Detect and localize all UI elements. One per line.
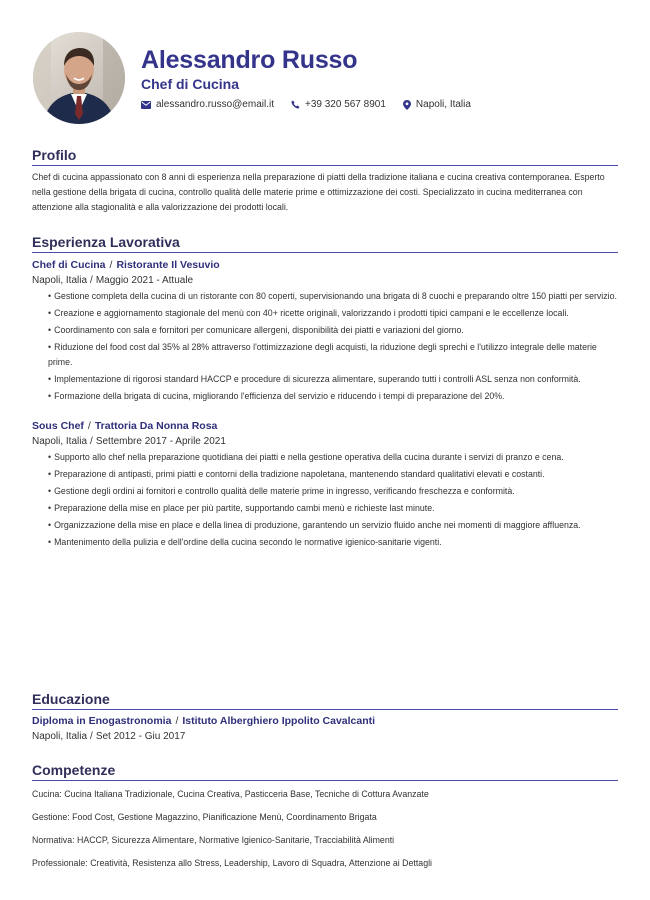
experience-section xyxy=(32,234,618,552)
contact-location xyxy=(403,99,471,110)
contact-phone[interactable] xyxy=(291,99,386,110)
person-photo-icon xyxy=(33,32,125,124)
skill-line: Cucina: Cucina Italiana Tradizionale, Cucina Creativa, Pasticceria Base, Tecniche di Cottura Avanzate xyxy=(32,789,429,799)
job-bullet: • Gestione degli ordini ai fornitori e controllo qualità delle materie prime in ingresso, verificando freschezza e conformità. xyxy=(48,486,515,496)
job-bullet: • Preparazione della mise en place per più partite, supportando cambi menù e richieste last minute. xyxy=(48,503,435,513)
job-heading: Sous Chef / Trattoria Da Nonna Rosa xyxy=(32,420,218,432)
job-bullet: • Formazione della brigata di cucina, migliorando l'efficienza del servizio e riducendo i tempi di preparazione del 20%. xyxy=(48,391,505,401)
profile-heading: Profilo xyxy=(32,147,618,166)
education-dates: Set 2012 - Giu 2017 xyxy=(95,731,186,742)
job-company: Ristorante Il Vesuvio xyxy=(116,259,220,271)
resume-header xyxy=(33,30,623,126)
skills-heading: Competenze xyxy=(32,762,618,781)
job-location: Napoli, Italia xyxy=(32,436,88,447)
education-section xyxy=(32,691,618,744)
education-meta: Napoli, Italia / Set 2012 - Giu 2017 xyxy=(32,731,186,742)
skill-line: Gestione: Food Cost, Gestione Magazzino, Pianificazione Menù, Coordinamento Brigata xyxy=(32,812,377,822)
job-meta: Napoli, Italia / Maggio 2021 - Attuale xyxy=(32,275,194,286)
job-dates: Settembre 2017 - Aprile 2021 xyxy=(95,436,226,447)
education-heading: Educazione xyxy=(32,691,618,710)
job-meta: Napoli, Italia / Settembre 2017 - Aprile 2021 xyxy=(32,436,226,447)
job-bullets xyxy=(32,289,618,404)
job-bullets xyxy=(32,450,618,550)
person-name: Alessandro Russo xyxy=(141,46,358,74)
contact-row xyxy=(141,99,488,110)
email-text: alessandro.russo@email.it xyxy=(156,99,274,110)
job-heading: Chef di Cucina / Ristorante Il Vesuvio xyxy=(32,259,220,271)
job-company: Trattoria Da Nonna Rosa xyxy=(94,420,218,432)
job-bullet: • Organizzazione della mise en place e della linea di produzione, garantendo un servizio fluido anche nei momenti di maggiore affluenza. xyxy=(48,520,581,530)
mail-icon xyxy=(141,101,151,109)
person-title: Chef di Cucina xyxy=(141,76,240,92)
job-dates: Maggio 2021 - Attuale xyxy=(95,275,194,286)
education-location: Napoli, Italia xyxy=(32,731,88,742)
job-bullet: • Riduzione del food cost dal 35% al 28% attraverso l'ottimizzazione degli acquisti, la riduzione degli sprechi e l'utilizzo integrale delle materie prime. xyxy=(48,342,597,367)
experience-heading: Esperienza Lavorativa xyxy=(32,234,618,253)
job-role: Chef di Cucina xyxy=(32,259,106,271)
phone-icon xyxy=(291,100,300,109)
contact-email[interactable] xyxy=(141,99,274,110)
job-bullet: • Preparazione di antipasti, primi piatti e contorni della tradizione napoletana, mantenendo standard qualitativi elevati e costanti. xyxy=(48,469,545,479)
job-bullet: • Coordinamento con sala e fornitori per comunicare allergeni, disponibilità dei piatti e variazioni del giorno. xyxy=(48,325,464,335)
job-bullet: • Mantenimento della pulizia e dell'ordine della cucina secondo le normative igienico-sanitarie vigenti. xyxy=(48,537,442,547)
job-bullet: • Implementazione di rigorosi standard HACCP e procedure di sicurezza alimentare, superando tutti i controlli ASL senza non conformità. xyxy=(48,374,581,384)
job-bullet: • Gestione completa della cucina di un ristorante con 80 coperti, supervisionando una brigata di 8 cuochi e preparando oltre 150 piatti per servizio. xyxy=(48,291,617,301)
job-entry xyxy=(32,419,618,550)
job-role: Sous Chef xyxy=(32,420,84,432)
skill-line: Professionale: Creatività, Resistenza allo Stress, Leadership, Lavoro di Squadra, Attenzione ai Dettagli xyxy=(32,858,432,868)
job-bullet: • Supporto allo chef nella preparazione quotidiana dei piatti e nella gestione operativa della cucina durante i servizi di pranzo e cena. xyxy=(48,452,564,462)
profile-text: Chef di cucina appassionato con 8 anni di esperienza nella preparazione di piatti della tradizione italiana e cucina creativa contemporanea. Esperto nella gestione della brigata di cucina, controllo qualità delle materie prime e ottimizzazione dei costi. Specializzato in cucina mediterranea con attenzione alla stagionalità e alla valorizzazione dei prodotti locali. xyxy=(32,172,605,212)
job-location: Napoli, Italia xyxy=(32,275,88,286)
phone-text: +39 320 567 8901 xyxy=(304,99,386,110)
education-heading-line: Diploma in Enogastronomia / Istituto Alberghiero Ippolito Cavalcanti xyxy=(32,715,376,727)
skills-section xyxy=(32,762,618,879)
job-bullet: • Creazione e aggiornamento stagionale del menù con 40+ ricette originali, valorizzando i prodotti tipici campani e le eccellenze locali. xyxy=(48,308,569,318)
profile-section xyxy=(32,147,618,215)
profile-photo xyxy=(33,32,125,124)
location-text: Napoli, Italia xyxy=(415,99,471,110)
location-icon xyxy=(403,100,411,110)
education-school: Istituto Alberghiero Ippolito Cavalcanti xyxy=(182,715,376,727)
job-entry xyxy=(32,258,618,404)
skill-line: Normativa: HACCP, Sicurezza Alimentare, Normative Igienico-Sanitarie, Tracciabilità Alimenti xyxy=(32,835,395,845)
education-degree: Diploma in Enogastronomia xyxy=(32,715,172,727)
